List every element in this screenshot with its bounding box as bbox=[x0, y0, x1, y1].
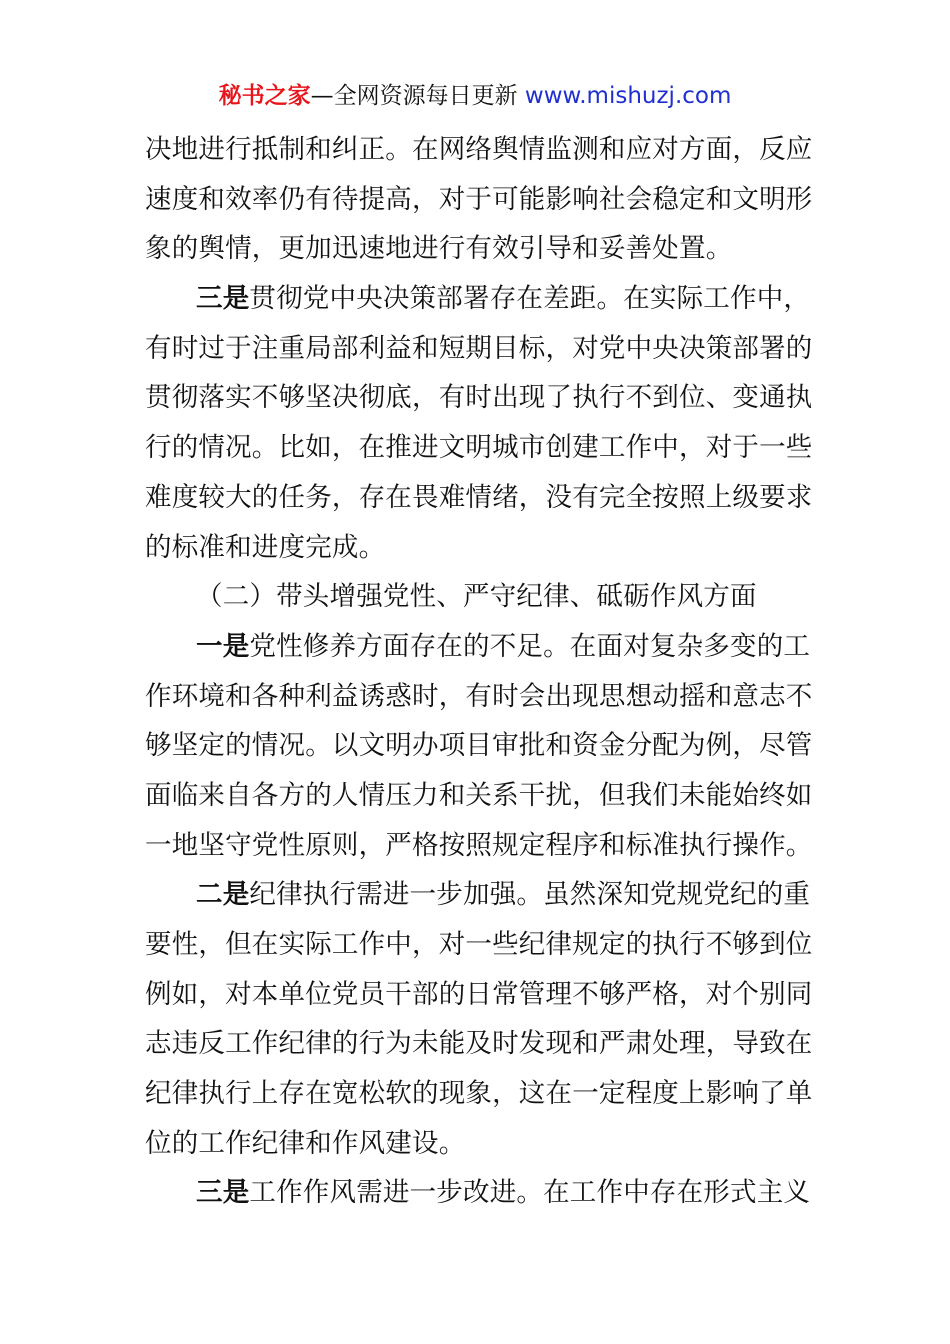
text-line: 决地进行抵制和纠正。在网络舆情监测和应对方面，反应 bbox=[145, 134, 813, 165]
site-brand: 秘书之家 bbox=[218, 83, 311, 109]
text-line: 位的工作纪律和作风建设。 bbox=[145, 1127, 466, 1159]
site-tagline: —全网资源每日更新 bbox=[310, 83, 518, 109]
paragraph-lead: 一是 bbox=[196, 630, 250, 662]
text-line: 难度较大的任务，存在畏难情绪，没有完全按照上级要求 bbox=[145, 481, 813, 513]
page-header bbox=[0, 80, 950, 112]
paragraph-lead: 二是 bbox=[196, 879, 250, 911]
text-line: 例如，对本单位党员干部的日常管理不够严格，对个别同 bbox=[145, 978, 813, 1010]
text-line: 要性，但在实际工作中，对一些纪律规定的执行不够到位 bbox=[145, 929, 813, 960]
text-line: 速度和效率仍有待提高，对于可能影响社会稳定和文明形 bbox=[145, 183, 813, 215]
text-line: 贯彻落实不够坚决彻底，有时出现了执行不到位、变通执 bbox=[145, 382, 813, 414]
paragraph-lead: 三是 bbox=[196, 1177, 250, 1209]
text-line: 纪律执行上存在宽松软的现象，这在一定程度上影响了单 bbox=[145, 1078, 813, 1110]
paragraph-start-line: 一是党性修养方面存在的不足。在面对复杂多变的工 bbox=[196, 630, 811, 662]
text-line: 一地坚守党性原则，严格按照规定程序和标准执行操作。 bbox=[145, 829, 813, 861]
text-line: 作环境和各种利益诱惑时，有时会出现思想动摇和意志不 bbox=[145, 680, 813, 712]
paragraph-lead: 三是 bbox=[196, 283, 250, 315]
paragraph-start-line: 三是贯彻党中央决策部署存在差距。在实际工作中， bbox=[196, 283, 811, 315]
text-line: 面临来自各方的人情压力和关系干扰，但我们未能始终如 bbox=[145, 779, 813, 811]
text-line: 象的舆情，更加迅速地进行有效引导和妥善处置。 bbox=[145, 233, 733, 265]
paragraph-start-line: 三是工作作风需进一步改进。在工作中存在形式主义 bbox=[196, 1177, 811, 1209]
section-heading: （二）带头增强党性、严守纪律、砥砺作风方面 bbox=[196, 581, 757, 613]
text-line: 的标准和进度完成。 bbox=[145, 531, 386, 563]
text-line: 有时过于注重局部利益和短期目标，对党中央决策部署的 bbox=[145, 332, 813, 364]
paragraph-start-line: 二是纪律执行需进一步加强。虽然深知党规党纪的重 bbox=[196, 879, 811, 911]
site-url-link[interactable]: www.mishuzj.com bbox=[524, 83, 732, 109]
text-line: 行的情况。比如，在推进文明城市创建工作中，对于一些 bbox=[145, 432, 813, 464]
document-body bbox=[145, 125, 813, 1218]
text-line: 够坚定的情况。以文明办项目审批和资金分配为例，尽管 bbox=[145, 730, 813, 762]
text-line: 志违反工作纪律的行为未能及时发现和严肃处理，导致在 bbox=[145, 1028, 813, 1060]
